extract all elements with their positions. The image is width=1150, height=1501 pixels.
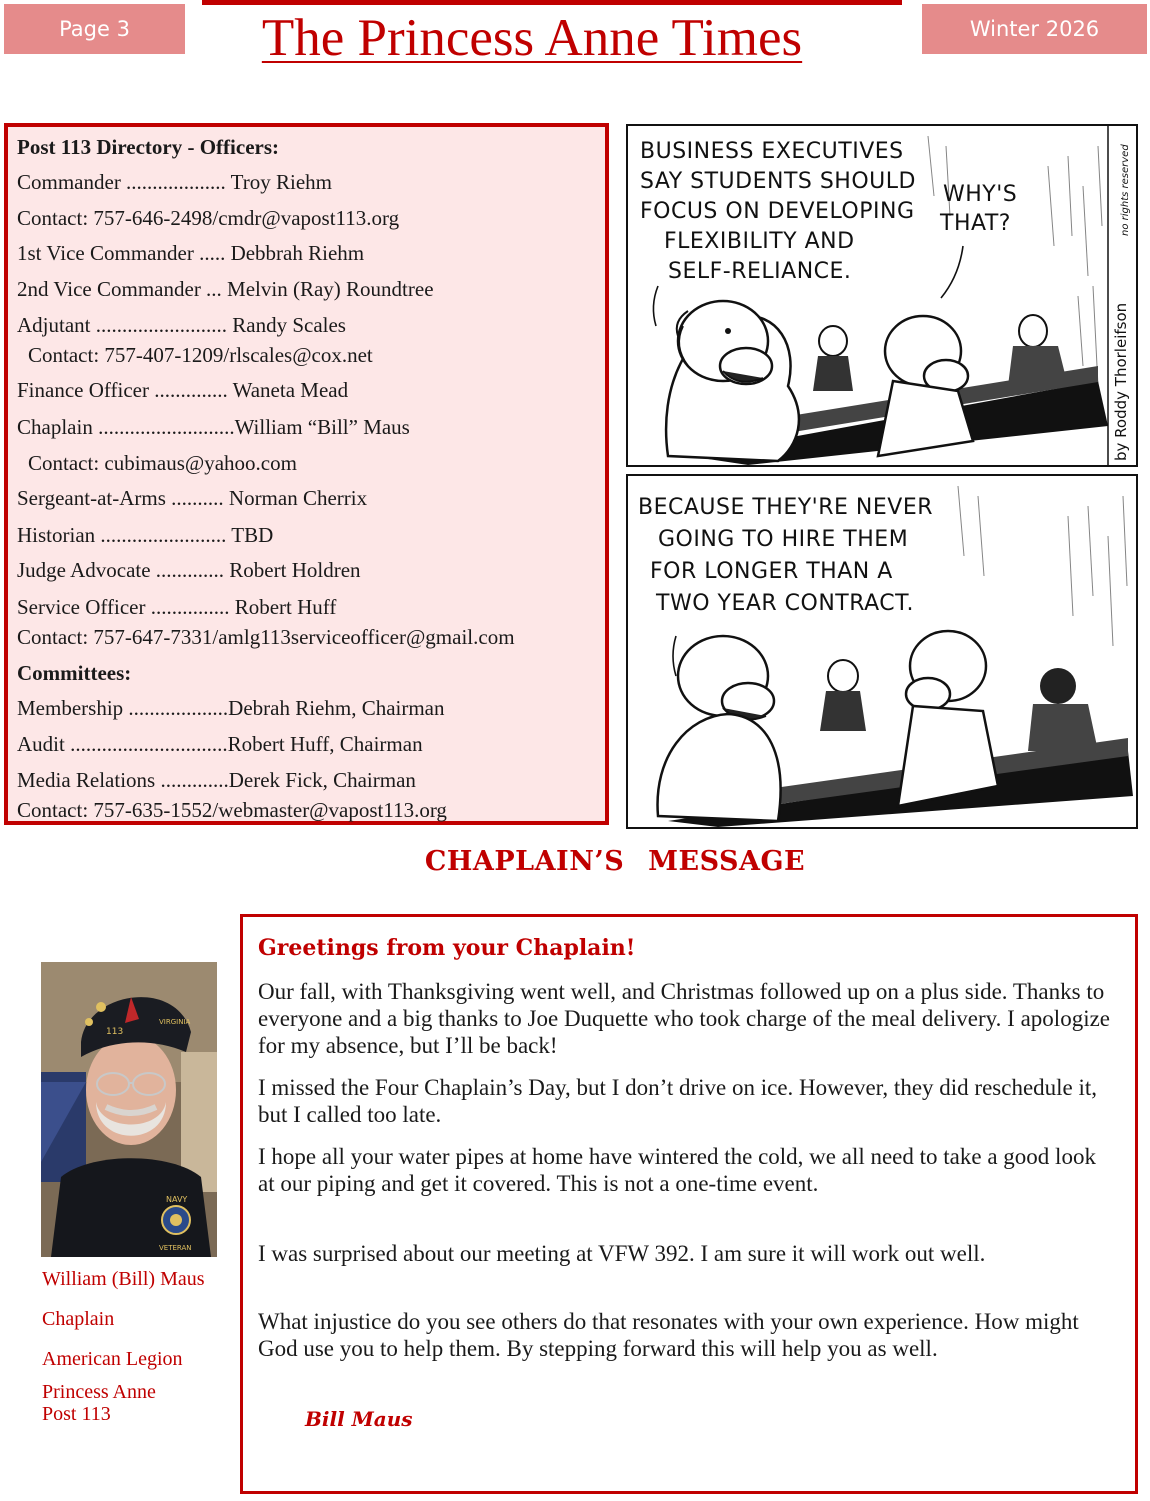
committee-line: Membership ...................Debrah Riehm, Chairman bbox=[17, 696, 445, 720]
directory-line: Adjutant ......................... Randy Scales bbox=[17, 313, 346, 337]
directory-line: Judge Advocate ............. Robert Holdren bbox=[17, 558, 361, 582]
chaplain-section-title: CHAPLAIN’S MESSAGE bbox=[424, 846, 806, 877]
comic-panel-2-art bbox=[628, 476, 1136, 827]
committees-title: Committees: bbox=[17, 661, 132, 685]
directory-line: Sergeant-at-Arms .......... Norman Cherrix bbox=[17, 486, 368, 510]
page-number-label: Page 3 bbox=[59, 17, 130, 41]
chaplain-caption-post: Post 113 bbox=[42, 1403, 111, 1425]
message-paragraph: I was surprised about our meeting at VFW 392. I am sure it will work out well. bbox=[258, 1241, 986, 1266]
comic-reply-line: WHY'S bbox=[943, 182, 1018, 207]
committee-line: Media Relations .............Derek Fick, Chairman bbox=[17, 768, 416, 792]
directory-line: Commander ................... Troy Riehm bbox=[17, 170, 333, 194]
masthead-title: The Princess Anne Times bbox=[261, 9, 803, 67]
comic-caption-1-line: SELF-RELIANCE. bbox=[668, 259, 852, 284]
directory-line: Contact: 757-647-7331/amlg113serviceofficer@gmail.com bbox=[17, 625, 515, 649]
message-paragraph: What injustice do you see others do that resonates with your own experience. How might God use you to help them. By stepping forward this will help you as well. bbox=[258, 1309, 1079, 1361]
comic-caption-1-line: FLEXIBILITY AND bbox=[664, 229, 855, 254]
directory-line: Service Officer ............... Robert Huff bbox=[17, 595, 337, 619]
committee-line: Audit ..............................Robert Huff, Chairman bbox=[17, 732, 423, 756]
directory-title: Post 113 Directory - Officers: bbox=[17, 135, 280, 159]
comic-caption-1-line: SAY STUDENTS SHOULD bbox=[640, 169, 916, 194]
comic-caption-2-line: FOR LONGER THAN A bbox=[650, 559, 893, 584]
chaplain-caption-org: American Legion bbox=[42, 1348, 183, 1370]
comic-artist-credit: by Roddy Thorleifson bbox=[1112, 302, 1130, 461]
committee-line: Contact: 757-635-1552/webmaster@vapost113.org bbox=[17, 798, 447, 822]
cap-state-text: VIRGINIA bbox=[159, 1018, 191, 1026]
comic-caption-2-line: GOING TO HIRE THEM bbox=[658, 527, 909, 552]
message-paragraph: I missed the Four Chaplain’s Day, but I don’t drive on ice. However, they did reschedule it, but I called too late. bbox=[258, 1075, 1098, 1127]
comic-panel-1-art bbox=[628, 126, 1136, 465]
directory-line: Chaplain ..........................William “Bill” Maus bbox=[17, 415, 410, 439]
comic-caption-2-line: BECAUSE THEY'RE NEVER bbox=[638, 495, 934, 520]
directory-line: 1st Vice Commander ..... Debbrah Riehm bbox=[17, 241, 365, 265]
comic-rights-note: no rights reserved bbox=[1120, 144, 1131, 236]
message-paragraph: I hope all your water pipes at home have wintered the cold, we all need to take a good look at our piping and get it covered. This is not a one-time event. bbox=[258, 1144, 1096, 1196]
officer-directory-box bbox=[4, 123, 609, 825]
chaplain-signature: Bill Maus bbox=[305, 1407, 413, 1431]
chaplain-photo bbox=[41, 962, 217, 1257]
comic-reply-line: THAT? bbox=[940, 211, 1011, 236]
shirt-bottom-text: VETERAN bbox=[159, 1244, 192, 1252]
issue-season-label: Winter 2026 bbox=[969, 17, 1100, 41]
directory-line: Finance Officer .............. Waneta Mead bbox=[17, 378, 349, 402]
chaplain-caption-role: Chaplain bbox=[42, 1308, 115, 1330]
page-number-tab bbox=[4, 4, 185, 54]
directory-line: Historian ........................ TBD bbox=[17, 523, 274, 547]
directory-line: Contact: cubimaus@yahoo.com bbox=[28, 451, 297, 475]
chaplain-greeting-heading: Greetings from your Chaplain! bbox=[258, 935, 636, 961]
message-paragraph: Our fall, with Thanksgiving went well, and Christmas followed up on a plus side. Thanks to everyone and a big thanks to Joe Duquette who took charge of the meal delivery. I apologize for my absence, but I’ll be back! bbox=[258, 979, 1110, 1058]
chaplain-caption-name: William (Bill) Maus bbox=[42, 1268, 205, 1290]
shirt-top-text: NAVY bbox=[166, 1195, 188, 1204]
comic-panel-1 bbox=[626, 124, 1138, 467]
chaplain-portrait-art bbox=[41, 962, 217, 1257]
comic-caption-1-line: FOCUS ON DEVELOPING bbox=[640, 199, 915, 224]
comic-caption-1-line: BUSINESS EXECUTIVES bbox=[640, 139, 904, 164]
comic-caption-2-line: TWO YEAR CONTRACT. bbox=[656, 591, 914, 616]
cap-post-number: 113 bbox=[106, 1027, 124, 1037]
directory-line: Contact: 757-646-2498/cmdr@vapost113.org bbox=[17, 206, 400, 230]
comic-panel-2 bbox=[626, 474, 1138, 829]
issue-season-tab bbox=[922, 4, 1147, 54]
directory-line: Contact: 757-407-1209/rlscales@cox.net bbox=[28, 343, 373, 367]
masthead-top-rule bbox=[202, 0, 902, 5]
directory-line: 2nd Vice Commander ... Melvin (Ray) Roundtree bbox=[17, 277, 434, 301]
comic-strip bbox=[626, 124, 1138, 829]
chaplain-caption-post: Princess Anne bbox=[42, 1381, 156, 1403]
